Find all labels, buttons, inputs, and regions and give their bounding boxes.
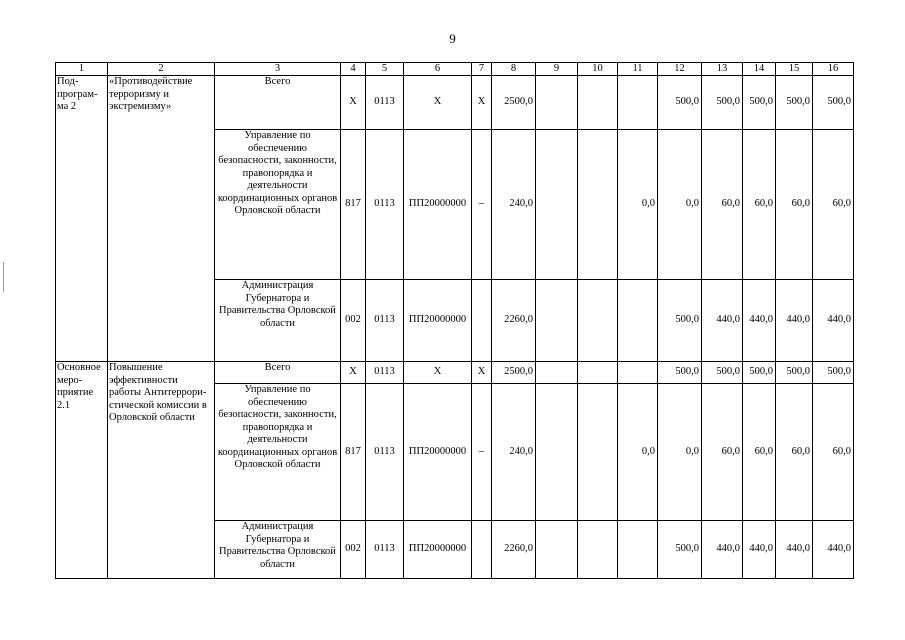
value-cell-col-13: 500,0 <box>702 362 743 384</box>
value-cell-col-15: 440,0 <box>776 280 813 362</box>
value-cell-col-4: 002 <box>341 521 366 579</box>
column-header-12: 12 <box>658 63 702 76</box>
value-cell-col-16: 60,0 <box>813 130 854 280</box>
value-cell-col-14: 500,0 <box>743 76 776 130</box>
value-cell-col-9 <box>536 521 578 579</box>
value-cell-col-14: 60,0 <box>743 130 776 280</box>
column-header-15: 15 <box>776 63 813 76</box>
value-cell-col-5: 0113 <box>366 280 404 362</box>
column-header-6: 6 <box>404 63 472 76</box>
column-header-16: 16 <box>813 63 854 76</box>
value-cell-col-13: 500,0 <box>702 76 743 130</box>
executor-cell: Всего <box>215 362 341 384</box>
value-cell-col-10 <box>578 521 618 579</box>
value-cell-col-6: ПП20000000 <box>404 384 472 521</box>
value-cell-col-15: 440,0 <box>776 521 813 579</box>
value-cell-col-6: ПП20000000 <box>404 280 472 362</box>
program-code-cell: Основное меро-приятие 2.1 <box>56 362 108 579</box>
value-cell-col-7 <box>472 521 492 579</box>
value-cell-col-8: 240,0 <box>492 130 536 280</box>
value-cell-col-5: 0113 <box>366 384 404 521</box>
executor-cell: Управление по обеспечению безопасности, законности, правопорядка и деятельности координационных органов Орловской области <box>215 130 341 280</box>
value-cell-col-7: – <box>472 384 492 521</box>
column-header-5: 5 <box>366 63 404 76</box>
value-cell-col-9 <box>536 130 578 280</box>
value-cell-col-12: 500,0 <box>658 362 702 384</box>
budget-table <box>55 62 854 579</box>
value-cell-col-7: Х <box>472 362 492 384</box>
column-header-10: 10 <box>578 63 618 76</box>
column-header-13: 13 <box>702 63 743 76</box>
column-header-9: 9 <box>536 63 578 76</box>
value-cell-col-10 <box>578 280 618 362</box>
value-cell-col-5: 0113 <box>366 362 404 384</box>
value-cell-col-7 <box>472 280 492 362</box>
program-name-cell: Повышение эффективности работы Антитеррори-стической комиссии в Орловской области <box>108 362 215 579</box>
value-cell-col-4: 002 <box>341 280 366 362</box>
column-header-8: 8 <box>492 63 536 76</box>
value-cell-col-6: ПП20000000 <box>404 521 472 579</box>
scan-artifact-line <box>3 262 4 292</box>
value-cell-col-6: ПП20000000 <box>404 130 472 280</box>
value-cell-col-16: 440,0 <box>813 280 854 362</box>
value-cell-col-16: 500,0 <box>813 76 854 130</box>
value-cell-col-13: 440,0 <box>702 521 743 579</box>
value-cell-col-16: 500,0 <box>813 362 854 384</box>
value-cell-col-5: 0113 <box>366 521 404 579</box>
column-header-4: 4 <box>341 63 366 76</box>
column-header-3: 3 <box>215 63 341 76</box>
value-cell-col-15: 500,0 <box>776 362 813 384</box>
table-body <box>56 63 854 579</box>
value-cell-col-9 <box>536 76 578 130</box>
value-cell-col-11: 0,0 <box>618 384 658 521</box>
value-cell-col-10 <box>578 384 618 521</box>
value-cell-col-12: 500,0 <box>658 521 702 579</box>
value-cell-col-4: 817 <box>341 384 366 521</box>
program-name-cell: «Противодействие терроризму и экстремизму» <box>108 76 215 362</box>
value-cell-col-11 <box>618 362 658 384</box>
value-cell-col-13: 60,0 <box>702 384 743 521</box>
value-cell-col-16: 440,0 <box>813 521 854 579</box>
value-cell-col-9 <box>536 280 578 362</box>
value-cell-col-8: 2500,0 <box>492 76 536 130</box>
value-cell-col-5: 0113 <box>366 130 404 280</box>
value-cell-col-14: 60,0 <box>743 384 776 521</box>
executor-cell: Управление по обеспечению безопасности, законности, правопорядка и деятельности координационных органов Орловской области <box>215 384 341 521</box>
column-header-1: 1 <box>56 63 108 76</box>
value-cell-col-16: 60,0 <box>813 384 854 521</box>
value-cell-col-4: Х <box>341 76 366 130</box>
value-cell-col-9 <box>536 362 578 384</box>
value-cell-col-11 <box>618 521 658 579</box>
value-cell-col-7: Х <box>472 76 492 130</box>
column-header-7: 7 <box>472 63 492 76</box>
table-header-row <box>56 63 854 76</box>
value-cell-col-15: 60,0 <box>776 130 813 280</box>
value-cell-col-4: Х <box>341 362 366 384</box>
value-cell-col-6: Х <box>404 362 472 384</box>
value-cell-col-10 <box>578 130 618 280</box>
value-cell-col-8: 2500,0 <box>492 362 536 384</box>
executor-cell: Администрация Губернатора и Правительства Орловской области <box>215 280 341 362</box>
value-cell-col-8: 240,0 <box>492 384 536 521</box>
value-cell-col-12: 500,0 <box>658 280 702 362</box>
value-cell-col-13: 440,0 <box>702 280 743 362</box>
value-cell-col-11 <box>618 280 658 362</box>
value-cell-col-8: 2260,0 <box>492 521 536 579</box>
value-cell-col-11 <box>618 76 658 130</box>
value-cell-col-6: Х <box>404 76 472 130</box>
value-cell-col-7: – <box>472 130 492 280</box>
value-cell-col-14: 500,0 <box>743 362 776 384</box>
value-cell-col-15: 60,0 <box>776 384 813 521</box>
value-cell-col-11: 0,0 <box>618 130 658 280</box>
column-header-14: 14 <box>743 63 776 76</box>
value-cell-col-4: 817 <box>341 130 366 280</box>
column-header-11: 11 <box>618 63 658 76</box>
value-cell-col-12: 500,0 <box>658 76 702 130</box>
value-cell-col-9 <box>536 384 578 521</box>
value-cell-col-12: 0,0 <box>658 384 702 521</box>
value-cell-col-15: 500,0 <box>776 76 813 130</box>
value-cell-col-10 <box>578 362 618 384</box>
value-cell-col-12: 0,0 <box>658 130 702 280</box>
value-cell-col-14: 440,0 <box>743 521 776 579</box>
value-cell-col-14: 440,0 <box>743 280 776 362</box>
value-cell-col-10 <box>578 76 618 130</box>
value-cell-col-8: 2260,0 <box>492 280 536 362</box>
page-number: 9 <box>449 31 456 46</box>
program-code-cell: Под-програм-ма 2 <box>56 76 108 362</box>
executor-cell: Администрация Губернатора и Правительства Орловской области <box>215 521 341 579</box>
value-cell-col-13: 60,0 <box>702 130 743 280</box>
table-row <box>56 76 854 130</box>
column-header-2: 2 <box>108 63 215 76</box>
value-cell-col-5: 0113 <box>366 76 404 130</box>
executor-cell: Всего <box>215 76 341 130</box>
table-row <box>56 362 854 384</box>
